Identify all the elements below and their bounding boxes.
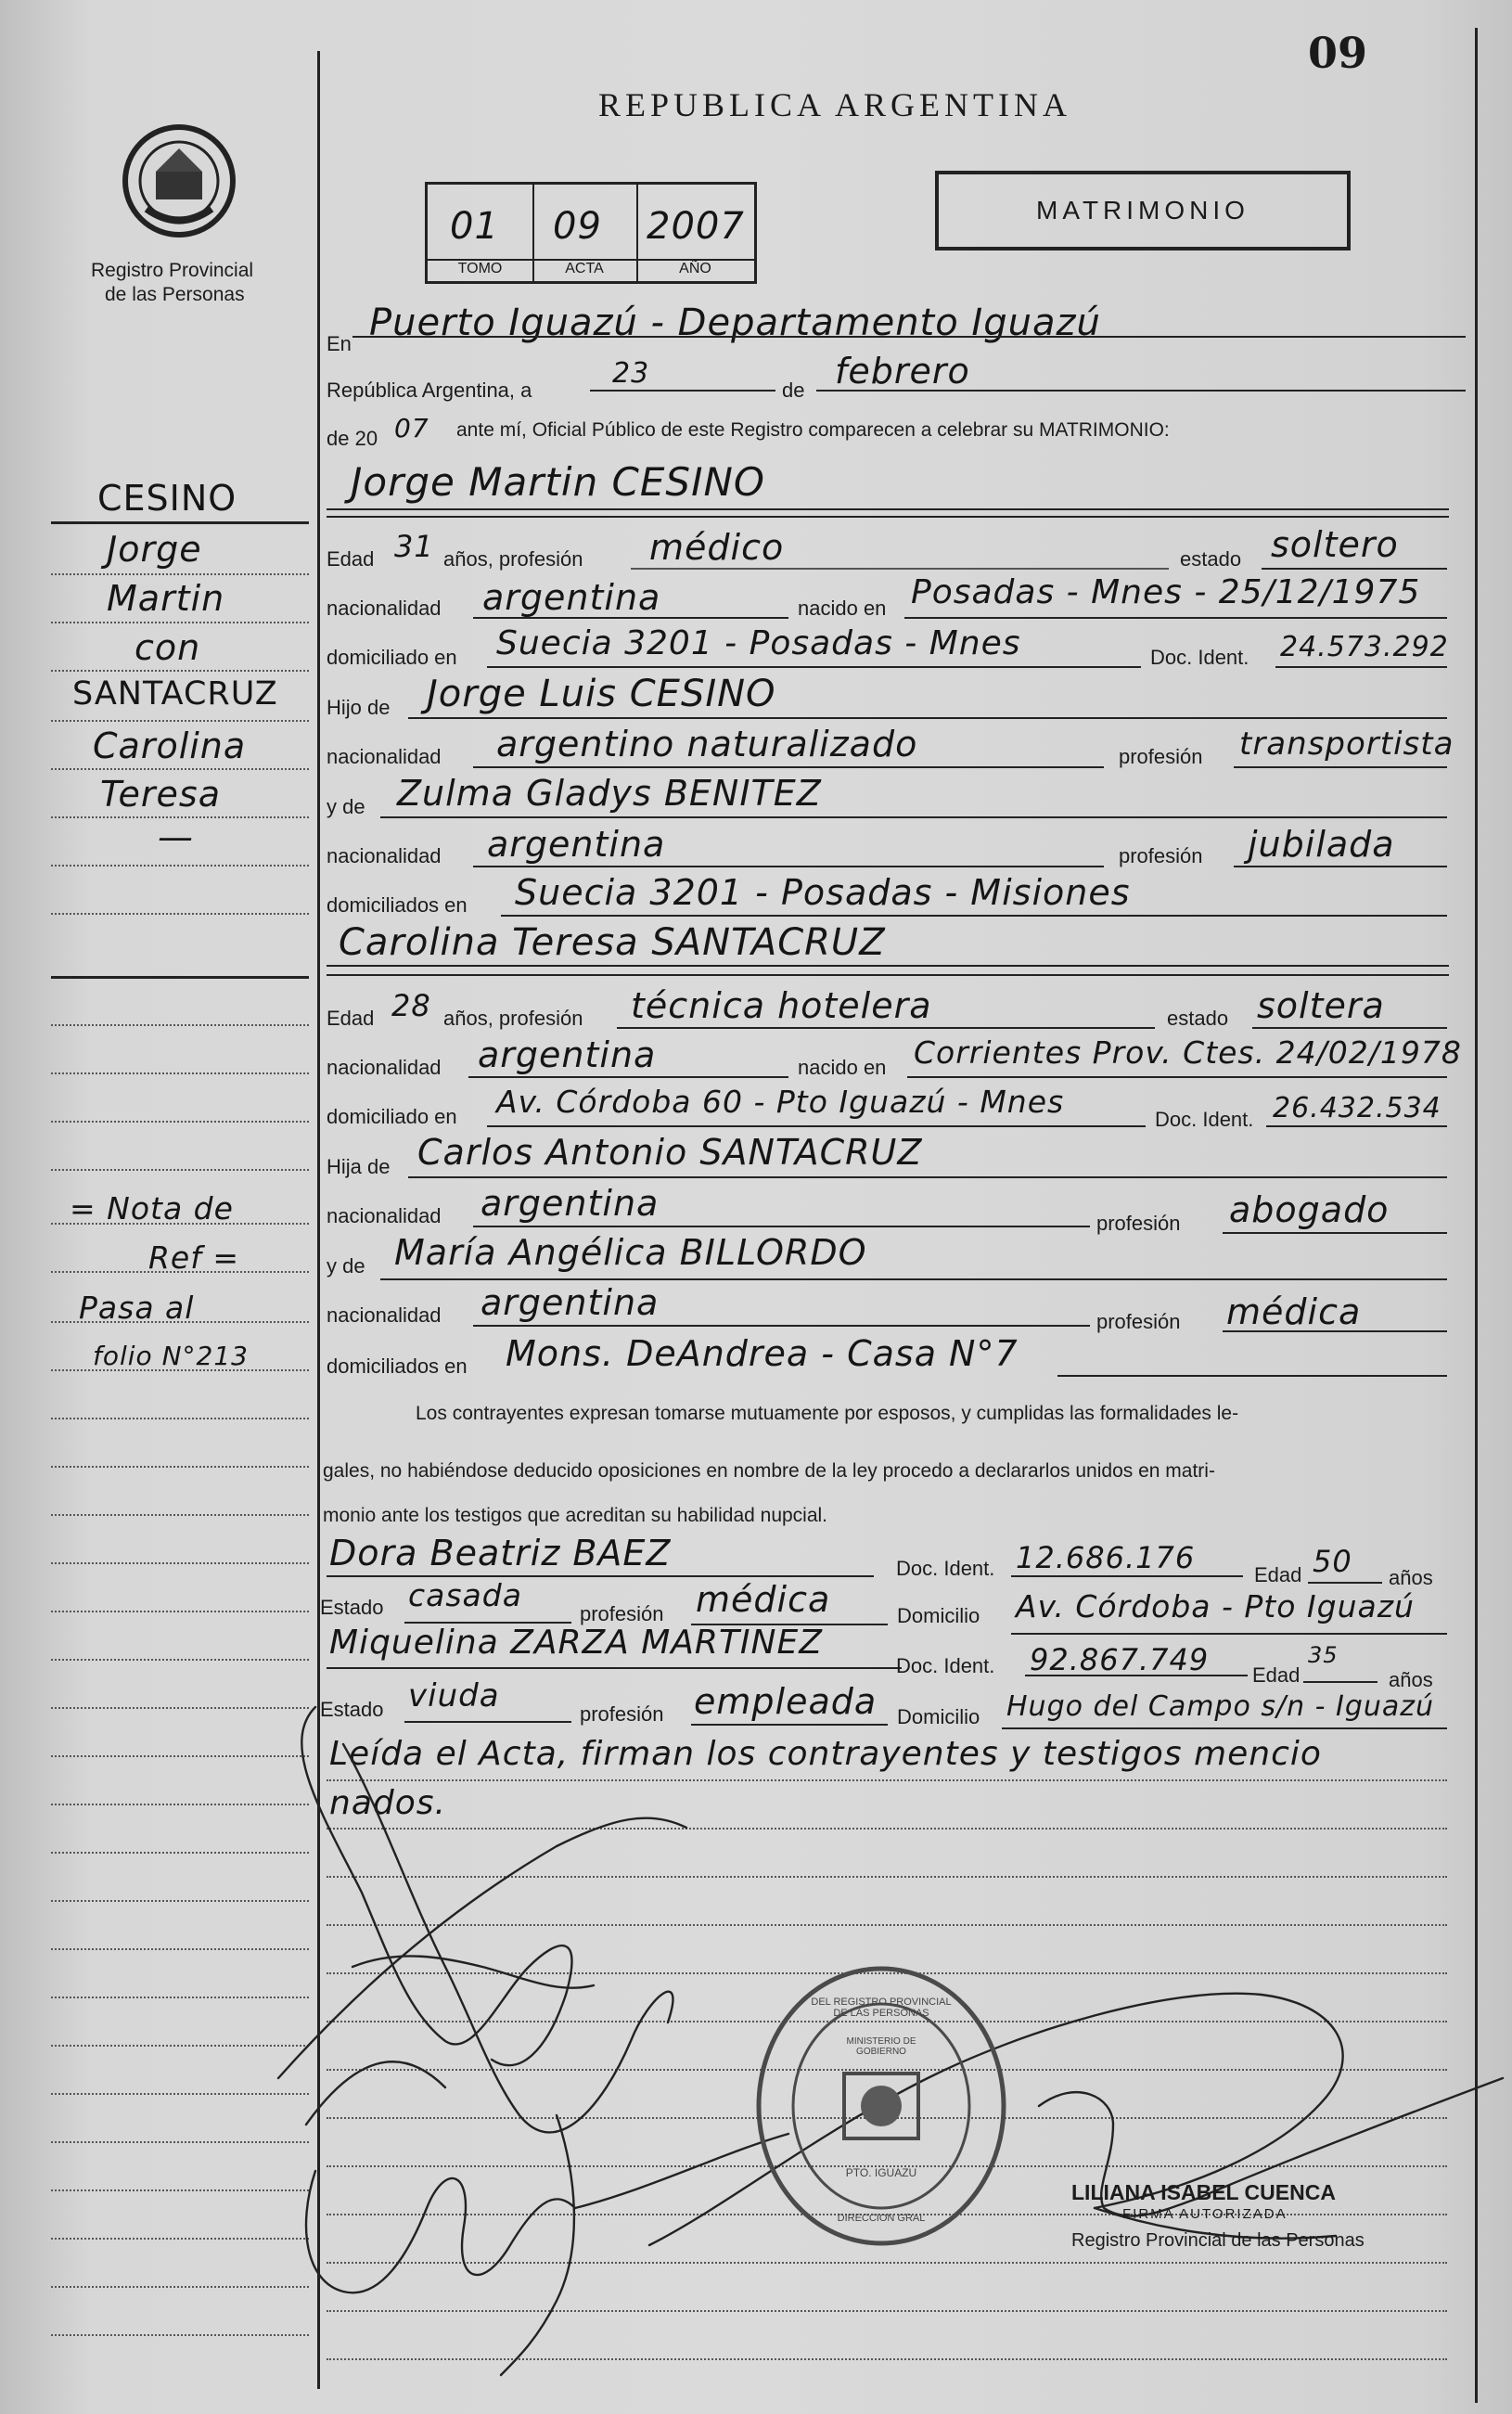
- declaration-line-3: monio ante los testigos que acreditan su habilidad nupcial.: [323, 1505, 828, 1526]
- month-value: febrero: [835, 351, 970, 392]
- margin-note-4: folio N°213: [93, 1341, 249, 1371]
- stamp-ring-bottom: DIRECCION GRAL: [837, 2213, 926, 2224]
- margin-bride-surname: SANTACRUZ: [72, 675, 278, 713]
- groom-mother-profession: jubilada: [1248, 824, 1395, 865]
- witness-2-address: Hugo del Campo s/n - Iguazú: [1006, 1690, 1435, 1723]
- groom-parents-dom-label: domiciliados en: [327, 893, 468, 917]
- groom-estado-label: estado: [1180, 547, 1242, 571]
- bride-father-nationality: argentina: [481, 1183, 660, 1224]
- closing-line-2: nados.: [329, 1784, 446, 1822]
- registry-line-1: Registro Provincial: [91, 260, 254, 281]
- witness-2-profession: empleada: [694, 1681, 878, 1722]
- day-value: 23: [612, 357, 650, 390]
- groom-marital-status: soltero: [1271, 524, 1399, 565]
- place-value: Puerto Iguazú - Departamento Iguazú: [369, 302, 1101, 344]
- anio-value: 2007: [647, 205, 745, 248]
- groom-father: Jorge Luis CESINO: [427, 673, 776, 715]
- year-prefix: de 20: [327, 427, 378, 450]
- bride-edad-label: Edad: [327, 1007, 375, 1030]
- margin-first-name: Jorge: [107, 529, 202, 570]
- witness-1-domicilio-label: Domicilio: [897, 1604, 980, 1627]
- witness-2-domicilio-label: Domicilio: [897, 1705, 980, 1728]
- act-type-box: [935, 171, 1351, 250]
- bride-mother-nationality: argentina: [481, 1282, 660, 1323]
- registry-line-2: de las Personas: [105, 284, 245, 305]
- groom-y-de-label: y de: [327, 795, 365, 818]
- bride-profession: técnica hotelera: [631, 985, 932, 1026]
- bride-father-profession: abogado: [1229, 1189, 1390, 1230]
- acta-label: ACTA: [565, 261, 604, 276]
- witness-1-status: casada: [408, 1577, 522, 1613]
- tomo-label: TOMO: [457, 261, 503, 276]
- bride-father-prof-label: profesión: [1096, 1212, 1181, 1235]
- groom-nacionalidad-label: nacionalidad: [327, 597, 442, 620]
- republica-label: República Argentina, a: [327, 379, 532, 402]
- bride-hija-label: Hija de: [327, 1155, 391, 1178]
- witness-1-profession: médica: [696, 1579, 831, 1620]
- acta-value: 09: [553, 205, 602, 248]
- bride-mother-nac-label: nacionalidad: [327, 1303, 442, 1327]
- margin-bride-first: Carolina: [93, 725, 247, 766]
- tomo-value: 01: [450, 205, 499, 248]
- stamp-inner-top: MINISTERIO DE GOBIERNO: [846, 2036, 916, 2057]
- witness-2-name: Miquelina ZARZA MARTINEZ: [329, 1624, 823, 1662]
- stamp-inner-bottom: PTO. IGUAZU: [845, 2166, 917, 2179]
- groom-edad-label: Edad: [327, 547, 375, 571]
- witness-2-doc-id: 92.867.749: [1030, 1642, 1210, 1677]
- bride-mother: María Angélica BILLORDO: [394, 1232, 867, 1273]
- bride-father-nac-label: nacionalidad: [327, 1204, 442, 1227]
- margin-con: con: [135, 627, 201, 668]
- province-seal-icon: [119, 121, 239, 241]
- groom-mother-nac-label: nacionalidad: [327, 844, 442, 867]
- witness-1-prof-label: profesión: [580, 1602, 664, 1625]
- stamp-ring-top: DEL REGISTRO PROVINCIAL DE LAS PERSONAS: [811, 1997, 952, 2019]
- declaration-line-2: gales, no habiéndose deducido oposiciones en nombre de la ley procedo a declararlos unidos en matri-: [323, 1460, 1215, 1482]
- en-label: En: [327, 332, 352, 355]
- groom-profession: médico: [649, 527, 785, 568]
- witness-1-doc-label: Doc. Ident.: [896, 1557, 995, 1580]
- groom-father-nac-label: nacionalidad: [327, 745, 442, 768]
- groom-anios-profesion: años, profesión: [443, 547, 583, 571]
- margin-surname: CESINO: [97, 478, 237, 519]
- year-suffix: 07: [394, 413, 429, 443]
- witness-2-status: viuda: [408, 1677, 500, 1714]
- witness-2-anios-label: años: [1389, 1668, 1433, 1691]
- margin-note-1: = Nota de: [70, 1190, 234, 1226]
- groom-father-prof-label: profesión: [1119, 745, 1203, 768]
- anio-label: AÑO: [679, 261, 711, 276]
- margin-note-3: Pasa al: [79, 1290, 195, 1326]
- witness-2-edad-label: Edad: [1252, 1663, 1301, 1687]
- bride-mother-prof-label: profesión: [1096, 1310, 1181, 1333]
- witness-1-anios-label: años: [1389, 1566, 1433, 1589]
- bride-full-name: Carolina Teresa SANTACRUZ: [339, 921, 886, 964]
- page-number: 09: [1308, 28, 1368, 78]
- bride-age: 28: [391, 988, 431, 1023]
- witness-1-estado-label: Estado: [320, 1596, 384, 1619]
- bride-nacido-label: nacido en: [798, 1056, 887, 1079]
- witness-2-age: 35: [1308, 1642, 1339, 1668]
- official-title: FIRMA AUTORIZADA: [1122, 2206, 1288, 2222]
- groom-parents-address: Suecia 3201 - Posadas - Misiones: [515, 872, 1131, 913]
- closing-line-1: Leída el Acta, firman los contrayentes y testigos mencio: [329, 1735, 1322, 1773]
- bride-parents-dom-label: domiciliados en: [327, 1355, 468, 1378]
- preamble-statement: ante mí, Oficial Público de este Registro comparecen a celebrar su MATRIMONIO:: [456, 419, 1170, 441]
- official-name: LILIANA ISABEL CUENCA: [1071, 2180, 1336, 2204]
- bride-father: Carlos Antonio SANTACRUZ: [417, 1132, 923, 1173]
- official-office: Registro Provincial de las Personas: [1071, 2230, 1365, 2251]
- bride-y-de-label: y de: [327, 1254, 365, 1278]
- groom-father-nationality: argentino naturalizado: [496, 724, 918, 764]
- margin-dash: —: [158, 816, 194, 857]
- bride-nacionalidad-label: nacionalidad: [327, 1056, 442, 1079]
- groom-full-name: Jorge Martin CESINO: [351, 459, 765, 505]
- margin-middle-name: Martin: [107, 578, 225, 619]
- margin-note-2: Ref =: [148, 1239, 239, 1276]
- witness-2-estado-label: Estado: [320, 1698, 384, 1721]
- witness-1-name: Dora Beatriz BAEZ: [329, 1533, 672, 1573]
- groom-doc-id: 24.573.292: [1280, 631, 1449, 663]
- groom-mother-prof-label: profesión: [1119, 844, 1203, 867]
- groom-domiciliado-label: domiciliado en: [327, 646, 457, 669]
- margin-bride-middle: Teresa: [100, 774, 221, 815]
- witness-2-doc-label: Doc. Ident.: [896, 1654, 995, 1677]
- declaration-line-1: Los contrayentes expresan tomarse mutuamente por esposos, y cumplidas las formalidades le-: [416, 1403, 1239, 1424]
- bride-birthplace: Corrientes Prov. Ctes. 24/02/1978: [914, 1034, 1462, 1071]
- bride-domiciliado-label: domiciliado en: [327, 1105, 457, 1128]
- groom-nacido-label: nacido en: [798, 597, 887, 620]
- groom-address: Suecia 3201 - Posadas - Mnes: [496, 624, 1021, 662]
- bride-estado-label: estado: [1167, 1007, 1229, 1030]
- groom-mother: Zulma Gladys BENITEZ: [397, 773, 822, 814]
- country-title: REPUBLICA ARGENTINA: [598, 86, 1072, 123]
- groom-birthplace: Posadas - Mnes - 25/12/1975: [911, 573, 1421, 611]
- witness-1-edad-label: Edad: [1254, 1563, 1302, 1586]
- witness-1-doc-id: 12.686.176: [1016, 1540, 1196, 1575]
- bride-address: Av. Córdoba 60 - Pto Iguazú - Mnes: [496, 1084, 1065, 1120]
- bride-anios-profesion: años, profesión: [443, 1007, 583, 1030]
- bride-nationality: argentina: [478, 1034, 657, 1075]
- groom-age: 31: [394, 529, 434, 564]
- bride-mother-profession: médica: [1226, 1291, 1362, 1332]
- bride-parents-address: Mons. DeAndrea - Casa N°7: [506, 1333, 1019, 1374]
- bride-marital-status: soltera: [1257, 985, 1385, 1026]
- groom-hijo-label: Hijo de: [327, 696, 391, 719]
- witness-1-age: 50: [1313, 1544, 1352, 1579]
- act-type-label: MATRIMONIO: [1036, 196, 1249, 225]
- groom-nationality: argentina: [482, 577, 661, 618]
- witness-2-prof-label: profesión: [580, 1702, 664, 1726]
- groom-father-profession: transportista: [1239, 725, 1454, 763]
- reference-box: [425, 182, 757, 284]
- witness-1-address: Av. Córdoba - Pto Iguazú: [1016, 1588, 1415, 1624]
- groom-doc-label: Doc. Ident.: [1150, 646, 1249, 669]
- bride-doc-label: Doc. Ident.: [1155, 1108, 1254, 1131]
- bride-doc-id: 26.432.534: [1273, 1092, 1442, 1124]
- de-label: de: [782, 379, 805, 402]
- groom-mother-nationality: argentina: [487, 824, 666, 865]
